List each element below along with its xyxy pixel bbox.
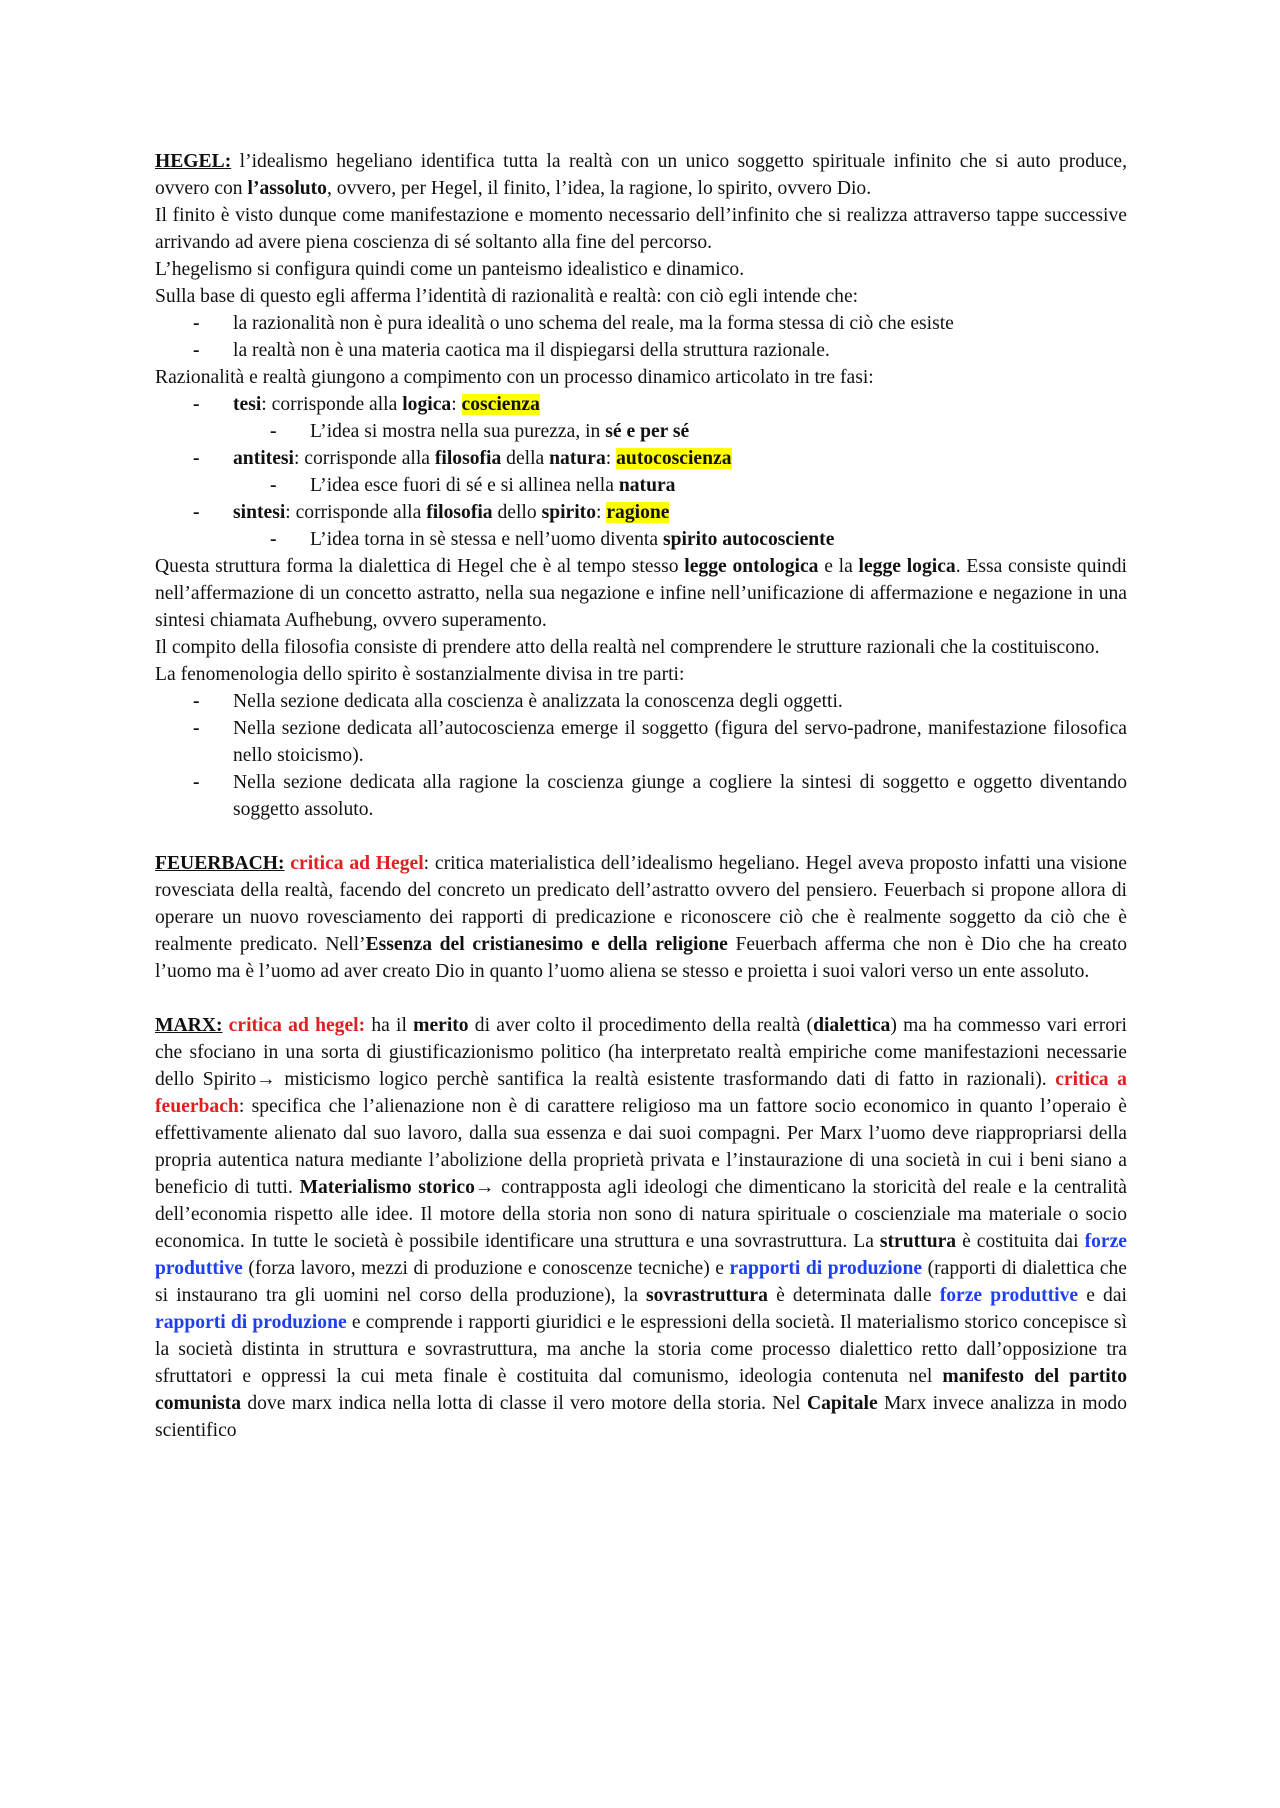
marx-heading: MARX:: [155, 1015, 223, 1036]
hegel-paragraph: Il finito è visto dunque come manifestazione e momento necessario dell’infinito che si realizza attraverso tappe successive arrivando ad avere piena coscienza di sé soltanto alla fine del percorso.: [155, 205, 1127, 253]
hegel-paragraph: La fenomenologia dello spirito è sostanzialmente divisa in tre parti:: [155, 664, 685, 685]
hegel-paragraph: Sulla base di questo egli afferma l’identità di razionalità e realtà: con ciò egli intende che:: [155, 286, 859, 307]
phases-list: [155, 499, 1127, 526]
highlight-autocoscienza: autocoscienza: [616, 448, 732, 469]
list-item: - Nella sezione dedicata alla ragione la coscienza giunge a cogliere la sintesi di soggetto e oggetto diventando soggetto assoluto.: [155, 769, 1127, 823]
phenomenology-list: [155, 688, 1127, 823]
list-item: - L’idea torna in sè stessa e nell’uomo diventa spirito autocosciente: [155, 526, 1127, 553]
phases-list: [155, 391, 1127, 418]
marx-section: MARX: critica ad hegel: ha il merito di aver colto il procedimento della realtà (dialettica) ma ha commesso vari errori che sfociano in una sorta di giustificazionismo politico (ha interpretato realtà empiriche come manifestazioni necessarie dello Spirito→ misticismo logico perchè santifica la realtà esistente trasformando dati di fatto in razionali). critica a feuerbach: specifica che l’alienazione non è di carattere religioso ma un fattore socio economico in quanto l’operaio è effettivamente alienato dal suo lavoro, dalla sua essenza e dai suoi compagni. Per Marx l’uomo deve riappropriarsi della propria autentica natura mediante l’abolizione della proprietà privata e l’instaurazione di una società in cui i beni siano a beneficio di tutti. Materialismo storico→ contrapposta agli ideologi che dimenticano la storicità del reale e la centralità dell’economia rispetto alle idee. Il motore della storia non sono di natura spirituale o coscienziale ma materiale o socio economica. In tutte le società è possibile identificare una struttura e una sovrastruttura. La struttura è costituita dai forze produttive (forza lavoro, mezzi di produzione e conoscenze tecniche) e rapporti di produzione (rapporti di dialettica che si instaurano tra gli uomini nel corso della produzione), la sovrastruttura è determinata dalle forze produttive e dai rapporti di produzione e comprende i rapporti giuridici e le espressioni della società. Il materialismo storico concepisce sì la società distinta in struttura e sovrastruttura, ma anche la storia come processo dialettico retto dall’opposizione tra sfruttatori e oppressi la cui meta finale è costituita dal comunismo, ideologia contenuta nel manifesto del partito comunista dove marx indica nella lotta di classe il vero motore della storia. Nel Capitale Marx invece analizza in modo scientifico: [155, 1015, 1128, 1441]
phases-list: [155, 445, 1127, 472]
list-item-antitesi: - antitesi: corrisponde alla filosofia della natura: autocoscienza: [155, 445, 1127, 472]
hegel-paragraph: L’hegelismo si configura quindi come un panteismo idealistico e dinamico.: [155, 259, 745, 280]
highlight-ragione: ragione: [606, 502, 670, 523]
hegel-paragraph: Il compito della filosofia consiste di prendere atto della realtà nel comprendere le strutture razionali che la costituiscono.: [155, 637, 1100, 658]
feuerbach-section: FEUERBACH: critica ad Hegel: critica materialistica dell’idealismo hegeliano. Hegel aveva proposto infatti una visione rovesciata della realtà, facendo del concreto un predicato dell’astratto ovvero del pensiero. Feuerbach si propone allora di operare un nuovo rovesciamento dei rapporti di predicazione e riconoscere ciò che è realmente soggetto da ciò che è realmente predicato. Nell’Essenza del cristianesimo e della religione Feuerbach afferma che non è Dio che ha creato l’uomo ma è l’uomo ad aver creato Dio in quanto l’uomo aliena se stesso e proietta i suoi valori verso un ente assoluto.: [155, 853, 1127, 982]
list-item: - Nella sezione dedicata all’autocoscienza emerge il soggetto (figura del servo-padrone, manifestazione filosofica nello stoicismo).: [155, 715, 1127, 769]
hegel-paragraph: Questa struttura forma la dialettica di Hegel che è al tempo stesso legge ontologica e la legge logica. Essa consiste quindi nell’affermazione di un concetto astratto, nella sua negazione e infine nell’unificazione di affermazione e negazione in una sintesi chiamata Aufhebung, ovvero superamento.: [155, 556, 1127, 631]
hegel-paragraph: Razionalità e realtà giungono a compimento con un processo dinamico articolato in tre fasi:: [155, 367, 874, 388]
list-item-sintesi: - sintesi: corrisponde alla filosofia dello spirito: ragione: [155, 499, 1127, 526]
phases-sublist: [155, 472, 1127, 499]
list-item-tesi: - tesi: corrisponde alla logica: coscienza: [155, 391, 1127, 418]
feuerbach-heading: FEUERBACH:: [155, 853, 285, 874]
phases-sublist: [155, 418, 1127, 445]
list-item: - L’idea esce fuori di sé e si allinea nella natura: [155, 472, 1127, 499]
section-spacer: [155, 823, 1127, 850]
hegel-heading: HEGEL:: [155, 151, 232, 172]
list-item: - la realtà non è una materia caotica ma il dispiegarsi della struttura razionale.: [155, 337, 1127, 364]
highlight-coscienza: coscienza: [461, 394, 540, 415]
section-spacer: [155, 985, 1127, 1012]
list-item: - Nella sezione dedicata alla coscienza è analizzata la conoscenza degli oggetti.: [155, 688, 1127, 715]
hegel-intro: HEGEL: l’idealismo hegeliano identifica tutta la realtà con un unico soggetto spirituale infinito che si auto produce, ovvero con l’assoluto, ovvero, per Hegel, il finito, l’idea, la ragione, lo spirito, ovvero Dio.: [155, 151, 1127, 199]
phases-sublist: [155, 526, 1127, 553]
list-item: - L’idea si mostra nella sua purezza, in sé e per sé: [155, 418, 1127, 445]
list-item: - la razionalità non è pura idealità o uno schema del reale, ma la forma stessa di ciò che esiste: [155, 310, 1127, 337]
rationality-list: [155, 310, 1127, 364]
